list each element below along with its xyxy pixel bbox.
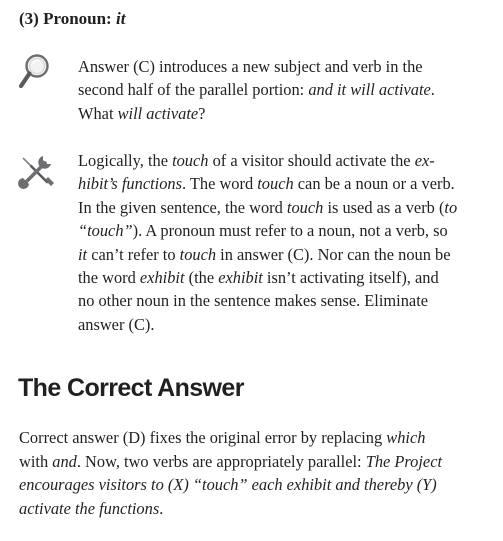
paragraph-line: it can’t refer to touch in answer (C). Nor can the noun be [78, 244, 451, 264]
paragraph-line: Correct answer (D) fixes the original error by replacing which [19, 428, 426, 447]
section-title: The Correct Answer [18, 374, 244, 402]
correct-answer-paragraph [19, 426, 491, 520]
paragraph-line: Answer (C) introduces a new subject and verb in the [78, 57, 423, 76]
paragraph-line: What will activate? [78, 103, 206, 123]
paragraph-line: “touch”). A pronoun must refer to a noun, not a verb, so [78, 221, 448, 241]
paragraph-line: activate the functions. [19, 498, 164, 518]
paragraph-line: hibit’s functions. The word touch can be a noun or a verb. [78, 174, 455, 194]
paragraph-line: with and. Now, two verbs are appropriately parallel: The Project [19, 451, 443, 471]
paragraph-line: answer (C). [78, 314, 155, 334]
wrench-screwdriver-icon [17, 150, 57, 194]
paragraph-line: second half of the parallel portion: and it will activate. [78, 80, 435, 100]
magnifying-glass-icon [17, 52, 53, 96]
tools-paragraph [78, 149, 490, 336]
paragraph-line: In the given sentence, the word touch is used as a verb (to [78, 197, 458, 217]
magnifier-paragraph [78, 55, 490, 125]
subsection-heading [19, 9, 125, 29]
paragraph-line: encourages visitors to (X) “touch” each exhibit and thereby (Y) [19, 475, 437, 495]
heading-prefix: (3) Pronoun: [19, 9, 116, 28]
paragraph-line: no other noun in the sentence makes sense. Eliminate [78, 291, 429, 311]
paragraph-line: the word exhibit (the exhibit isn’t activating itself), and [78, 268, 439, 288]
heading-word: it [115, 9, 126, 28]
paragraph-line: Logically, the touch of a visitor should activate the ex- [78, 151, 435, 170]
